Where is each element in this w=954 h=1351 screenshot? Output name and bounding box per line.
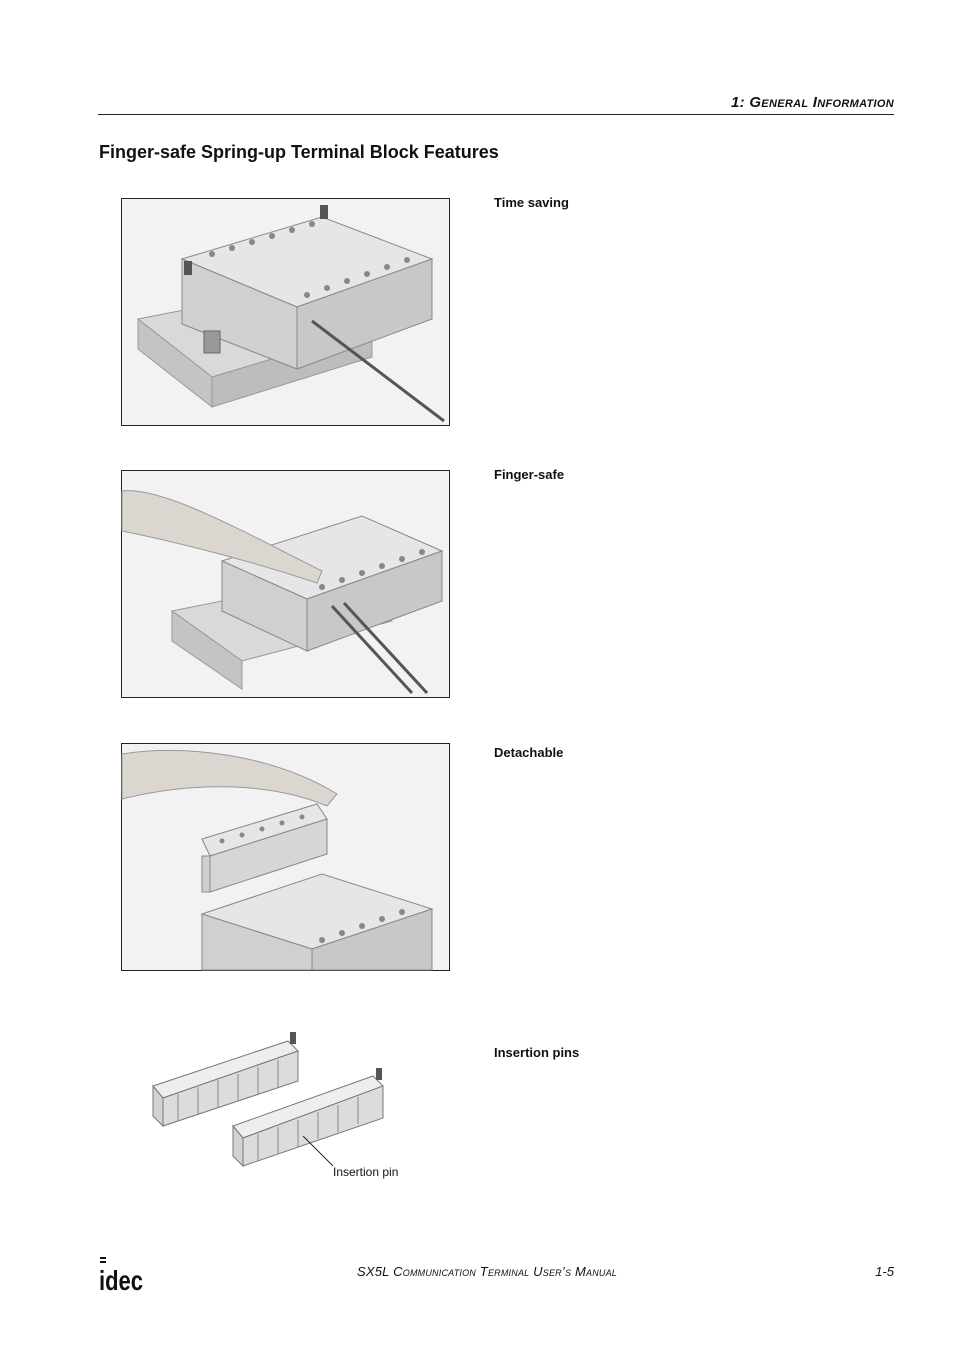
photo-finger-safe [121,470,450,698]
insertion-pins-illustration [148,1026,416,1186]
footer-page-number: 1-5 [875,1264,894,1279]
page-title: Finger-safe Spring-up Terminal Block Features [99,142,499,162]
logo-text: idec [99,1265,143,1296]
feature-label-finger-safe: Finger-safe [494,467,565,482]
running-header [98,92,894,115]
feature-label-time-saving: Time saving [494,195,569,210]
photo-time-saving [121,198,450,426]
chapter-title: 1: General Information [730,94,894,111]
photo-detachable [121,743,450,971]
idec-logo [99,1255,145,1296]
feature-label-detachable: Detachable [494,745,564,760]
feature-label-insertion-pins: Insertion pins [494,1045,580,1060]
footer-manual-title: SX5L Communication Terminal User’s Manual [357,1264,618,1279]
insertion-pin-callout: Insertion pin [333,1165,399,1179]
